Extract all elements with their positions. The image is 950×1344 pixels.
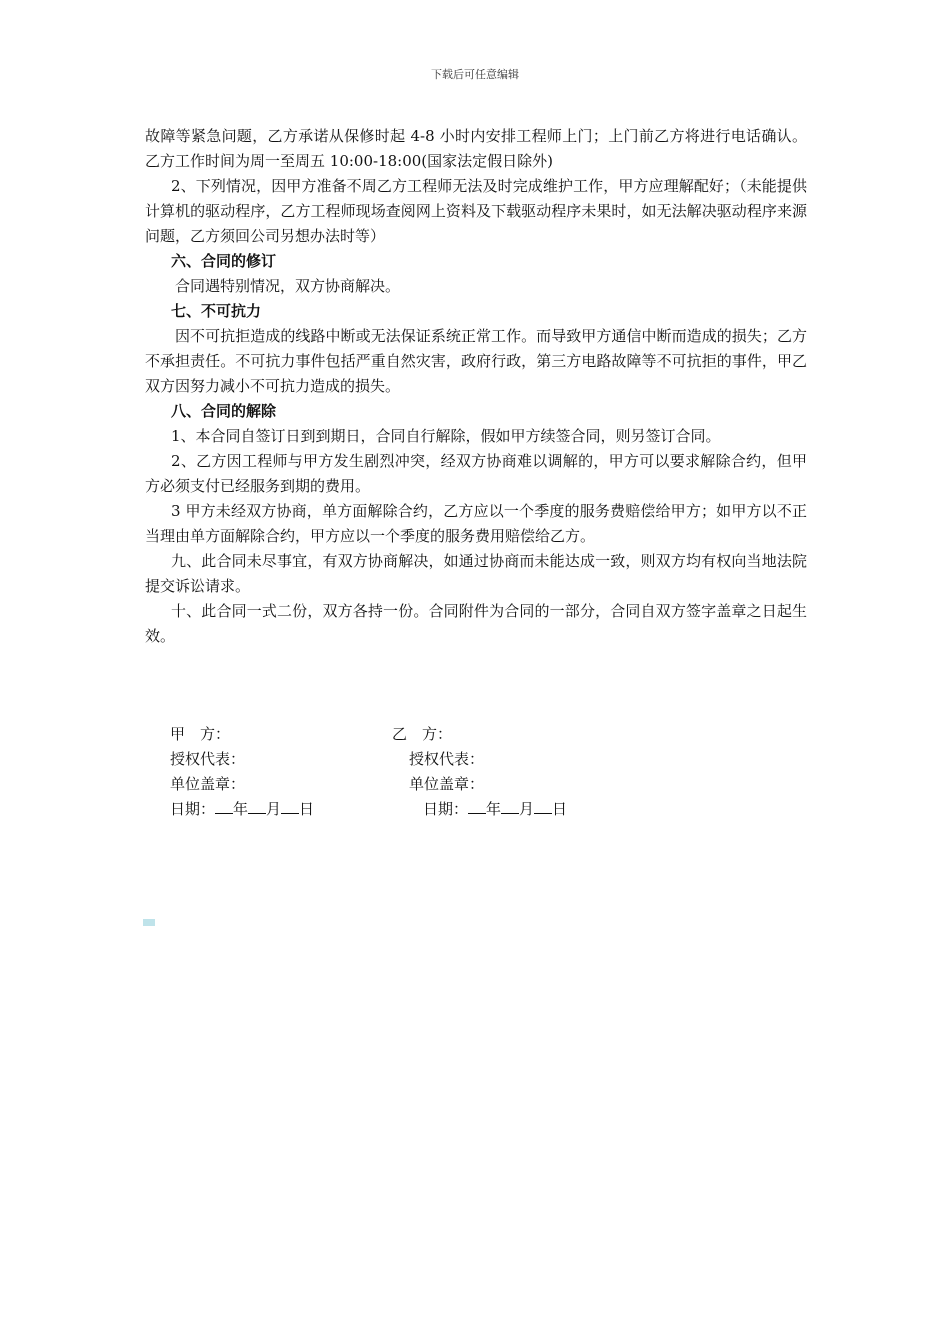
section-heading-termination: 八、合同的解除 [171, 402, 277, 420]
month-blank [248, 799, 266, 814]
day-blank [281, 799, 299, 814]
month-label: 月 [266, 800, 282, 818]
section-heading-amendment: 六、合同的修订 [171, 252, 277, 270]
cursor-marker [143, 919, 155, 926]
year-blank [468, 799, 486, 814]
year-label: 年 [233, 800, 249, 818]
year-label: 年 [486, 800, 502, 818]
date-prefix: 日期： [423, 800, 469, 818]
paragraph-amendment: 合同遇特别情况，双方协商解决。 [175, 277, 401, 295]
day-label: 日 [552, 800, 568, 818]
paragraph-emergency-service: 故障等紧急问题，乙方承诺从保修时起 4-8 小时内安排工程师上门；上门前乙方将进行电话确认。乙方工作时间为周一至周五 10:00-18:00(国家法定假日除外) [145, 127, 807, 170]
month-label: 月 [519, 800, 535, 818]
paragraph-termination-3: 3 甲方未经双方协商，单方面解除合约，乙方应以一个季度的服务费赔偿给甲方；如甲方以不正当理由单方面解除合约，甲方应以一个季度的服务费用赔偿给乙方。 [145, 502, 807, 545]
paragraph-termination-1: 1、本合同自签订日到到期日，合同自行解除，假如甲方续签合同，则另签订合同。 [171, 427, 721, 445]
paragraph-copies-effective: 十、此合同一式二份，双方各持一份。合同附件为合同的一部分，合同自双方签字盖章之日起生效。 [145, 602, 807, 645]
signature-block-party-a [170, 722, 314, 822]
party-a-rep-label: 授权代表： [170, 750, 246, 768]
year-blank [215, 799, 233, 814]
party-b-seal-label: 单位盖章： [409, 775, 485, 793]
party-a-seal-label: 单位盖章： [170, 775, 246, 793]
party-b-date-line [423, 797, 567, 822]
section-heading-force-majeure: 七、不可抗力 [171, 302, 262, 320]
party-a-date-line [170, 797, 314, 822]
paragraph-client-cooperation: 2、下列情况，因甲方准备不周乙方工程师无法及时完成维护工作，甲方应理解配好；（未能提供计算机的驱动程序，乙方工程师现场查阅网上资料及下载驱动程序未果时，如无法解决驱动程序来源问题，乙方须回公司另想办法时等） [145, 177, 807, 245]
day-blank [534, 799, 552, 814]
party-b-label: 乙 方： [392, 725, 453, 743]
contract-body [145, 124, 807, 649]
date-prefix: 日期： [170, 800, 216, 818]
paragraph-outstanding-matters: 九、此合同未尽事宜，有双方协商解决，如通过协商而未能达成一致，则双方均有权向当地法院提交诉讼请求。 [145, 552, 807, 595]
signature-block-party-b [409, 747, 484, 797]
page-header: 下载后可任意编辑 [431, 68, 519, 81]
month-blank [501, 799, 519, 814]
party-a-label: 甲 方： [170, 725, 231, 743]
party-b-rep-label: 授权代表： [409, 750, 485, 768]
paragraph-force-majeure: 因不可抗拒造成的线路中断或无法保证系统正常工作。而导致甲方通信中断而造成的损失；乙方不承担责任。不可抗力事件包括严重自然灾害，政府行政，第三方电路故障等不可抗拒的事件，甲乙双方因努力减小不可抗力造成的损失。 [145, 327, 807, 395]
paragraph-termination-2: 2、乙方因工程师与甲方发生剧烈冲突，经双方协商难以调解的，甲方可以要求解除合约，但甲方必须支付已经服务到期的费用。 [145, 452, 807, 495]
day-label: 日 [299, 800, 315, 818]
signature-block-party-b-title [392, 722, 452, 747]
